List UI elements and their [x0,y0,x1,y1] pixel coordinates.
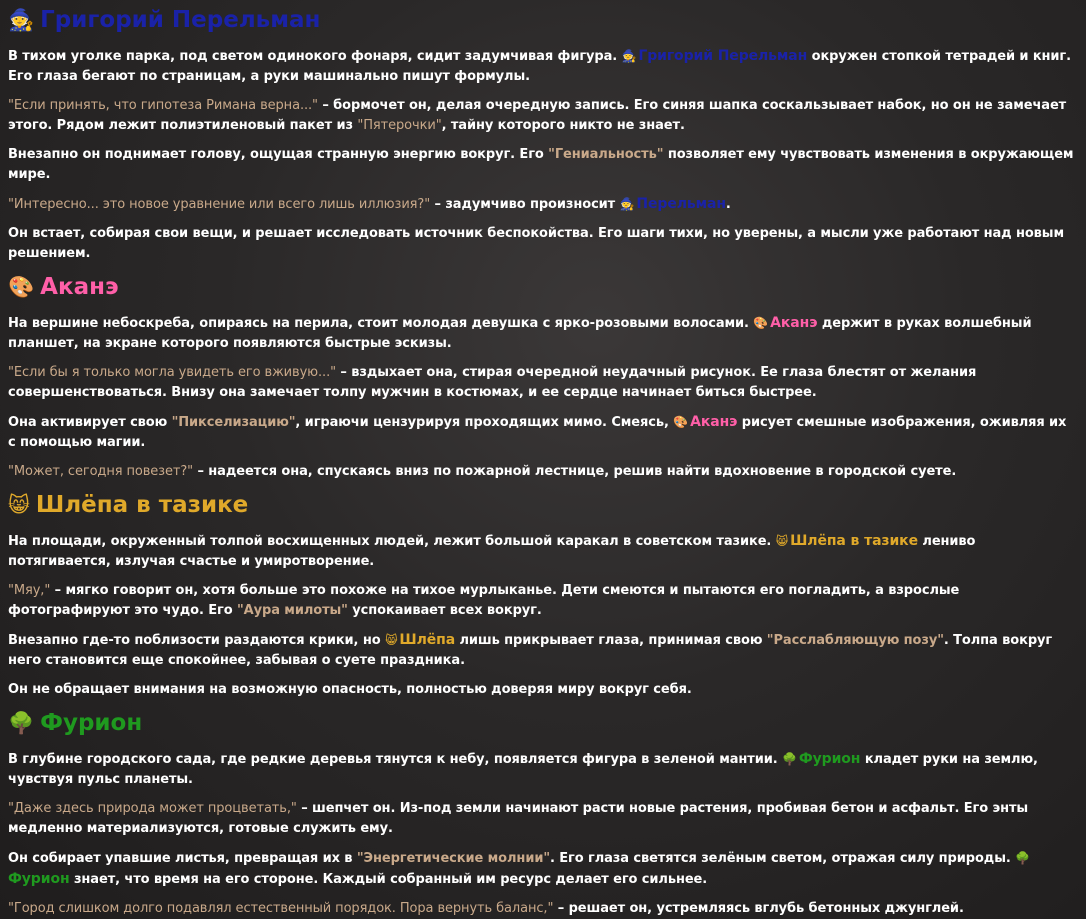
story-paragraph [8,313,1078,354]
character-name: Шлёпа в тазике [35,492,249,518]
narration-text: – бормочет он, делая очередную запись. Его синяя шапка соскальзывает набок, но он не замечает этого. Рядом лежит полиэтиленовый пакет из [8,98,1067,133]
story-paragraph [8,630,1078,671]
mention-name: Фурион [8,871,70,887]
mention-emoji-icon: 🧙 [621,49,637,63]
narration-text: – мягко говорит он, хотя больше это похоже на тихое мурлыканье. Дети смеются и пытаются его погладить, а взрослые фотографируют это чудо. Его [8,583,960,618]
narration-text: . Его глаза светятся зелёным светом, отражая силу природы. [550,851,1016,866]
story-paragraph [8,531,1078,572]
mention-name: Шлёпа [399,632,456,648]
dialogue-quote: "Пятерочки" [357,118,442,133]
story-paragraph [8,145,1078,185]
story-paragraph [8,581,1078,621]
narration-text: Он не обращает внимания на возможную опасность, полностью доверяя миру вокруг себя. [8,682,692,697]
character-section [8,273,1078,482]
narration-text: , тайну которого никто не знает. [441,118,685,133]
character-mention [622,48,808,64]
ability-name: "Аура милоты" [236,603,348,618]
mention-name: Шлёпа в тазике [790,533,918,549]
character-name: Аканэ [40,274,119,300]
character-name: Фурион [40,710,143,736]
ability-name: "Энергетические молнии" [356,851,551,866]
narration-text: успокаивает всех вокруг. [347,603,542,618]
mention-emoji-icon: 😸 [775,534,789,548]
dialogue-quote: "Даже здесь природа может процветать," [8,801,297,816]
character-name: Григорий Перельман [40,7,321,33]
narration-text: , играючи цензурируя проходящих мимо. Смеясь, [295,415,674,430]
dialogue-quote: "Интересно... это новое уравнение или всего лишь иллюзия?" [8,197,431,212]
character-mention [782,751,860,767]
narration-text: В тихом уголке парка, под светом одинокого фонаря, сидит задумчивая фигура. [8,49,622,64]
narration-text: – шепчет он. Из-под земли начинают расти новые растения, пробивая бетон и асфальт. Его энты медленно материализуются, готовые служить ему. [8,801,1029,836]
story-paragraph [8,680,1078,700]
character-section [8,709,1078,919]
dialogue-quote: "Может, сегодня повезет?" [8,464,194,479]
narration-text: Он встает, собирая свои вещи, и решает исследовать источник беспокойства. Его шаги тихи, но уверены, а мысли уже работают над новым решением. [8,226,1064,261]
character-section [8,491,1078,700]
dialogue-quote: "Мяу," [8,583,51,598]
character-heading [8,709,1078,737]
narration-text: – вздыхает она, стирая очередной неудачный рисунок. Ее глаза блестят от желания совершенствоваться. Внизу она замечает толпу мужчин в костюмах, и ее сердце начинает биться быстрее. [8,365,977,400]
mention-name: Перельман [636,196,726,212]
narration-text: Внезапно где-то поблизости раздаются крики, но [8,633,385,648]
narration-text: лениво потягивается, излучая счастье и умиротворение. [8,534,976,569]
story-paragraph [8,462,1078,482]
narration-text: – надеется она, спускаясь вниз по пожарной лестнице, решив найти вдохновение в городской суете. [193,464,957,479]
story-paragraph [8,46,1078,87]
character-heading [8,273,1078,301]
mention-name: Григорий Перельман [638,48,808,64]
dialogue-quote: "Город слишком долго подавлял естественный порядок. Пора вернуть баланс," [8,901,554,916]
character-mention [385,632,455,648]
story-paragraph [8,224,1078,264]
narration-text: лишь прикрывает глаза, принимая свою [455,633,767,648]
narration-text: На площади, окруженный толпой восхищенных людей, лежит большой каракал в советском тазике. [8,534,776,549]
narration-text: – задумчиво произносит [430,197,620,212]
story-paragraph [8,194,1078,215]
narration-text: позволяет ему чувствовать изменения в окружающем мире. [8,147,1074,182]
narration-text: Она активирует свою [8,415,172,430]
story-paragraph [8,799,1078,839]
character-section [8,6,1078,264]
character-emoji-icon: 😸 [8,493,30,517]
narration-text: кладет руки на землю, чувствуя пульс планеты. [8,752,1038,787]
dialogue-quote: "Если принять, что гипотеза Римана верна..." [8,98,318,113]
ability-name: "Гениальность" [548,147,664,162]
narration-text: Внезапно он поднимает голову, ощущая странную энергию вокруг. Его [8,147,549,162]
mention-name: Аканэ [690,414,738,430]
character-mention [753,315,817,331]
story-paragraph [8,363,1078,403]
narration-text: Он собирает упавшие листья, превращая их в [8,851,357,866]
mention-emoji-icon: 😸 [384,633,398,647]
narration-text: В глубине городского сада, где редкие деревья тянутся к небу, появляется фигура в зеленой мантии. [8,752,782,767]
narration-text: знает, что время на его стороне. Каждый собранный им ресурс делает его сильнее. [69,872,708,887]
narration-text: На вершине небоскреба, опираясь на перила, стоит молодая девушка с ярко-розовыми волосами. [8,316,754,331]
character-mention [776,533,918,549]
mention-name: Аканэ [770,315,818,331]
mention-emoji-icon: 🌳 [1015,851,1030,865]
narration-text: рисует смешные изображения, оживляя их с помощью магии. [8,415,1067,450]
story-paragraph [8,899,1078,919]
character-emoji-icon: 🌳 [8,711,35,735]
mention-emoji-icon: 🎨 [753,316,769,330]
narration-text: . [725,197,731,212]
narration-text: держит в руках волшебный планшет, на экране которого появляются быстрые эскизы. [8,316,1032,351]
character-mention [673,414,737,430]
mention-emoji-icon: 🌳 [782,752,797,766]
mention-name: Фурион [798,751,861,767]
ability-name: "Пикселизацию" [171,415,296,430]
ability-name: "Расслабляющую позу" [766,633,944,648]
dialogue-quote: "Если бы я только могла увидеть его вживую..." [8,365,336,380]
narration-text: окружен стопкой тетрадей и книг. Его глаза бегают по страницам, а руки машинально пишут формулы. [8,49,1071,84]
character-mention [620,196,726,212]
character-heading [8,491,1078,519]
mention-emoji-icon: 🎨 [673,415,689,429]
story-paragraph [8,749,1078,790]
character-heading [8,6,1078,34]
story-paragraph [8,848,1078,890]
narration-text: – решает он, устремляясь вглубь бетонных джунглей. [553,901,964,916]
mention-emoji-icon: 🧙 [619,197,635,211]
story-paragraph [8,412,1078,453]
character-emoji-icon: 🧙 [8,8,35,32]
story-paragraph [8,96,1078,136]
character-emoji-icon: 🎨 [8,275,35,299]
narration-text: . Толпа вокруг него становится еще спокойнее, забывая о суете праздника. [8,633,1053,668]
